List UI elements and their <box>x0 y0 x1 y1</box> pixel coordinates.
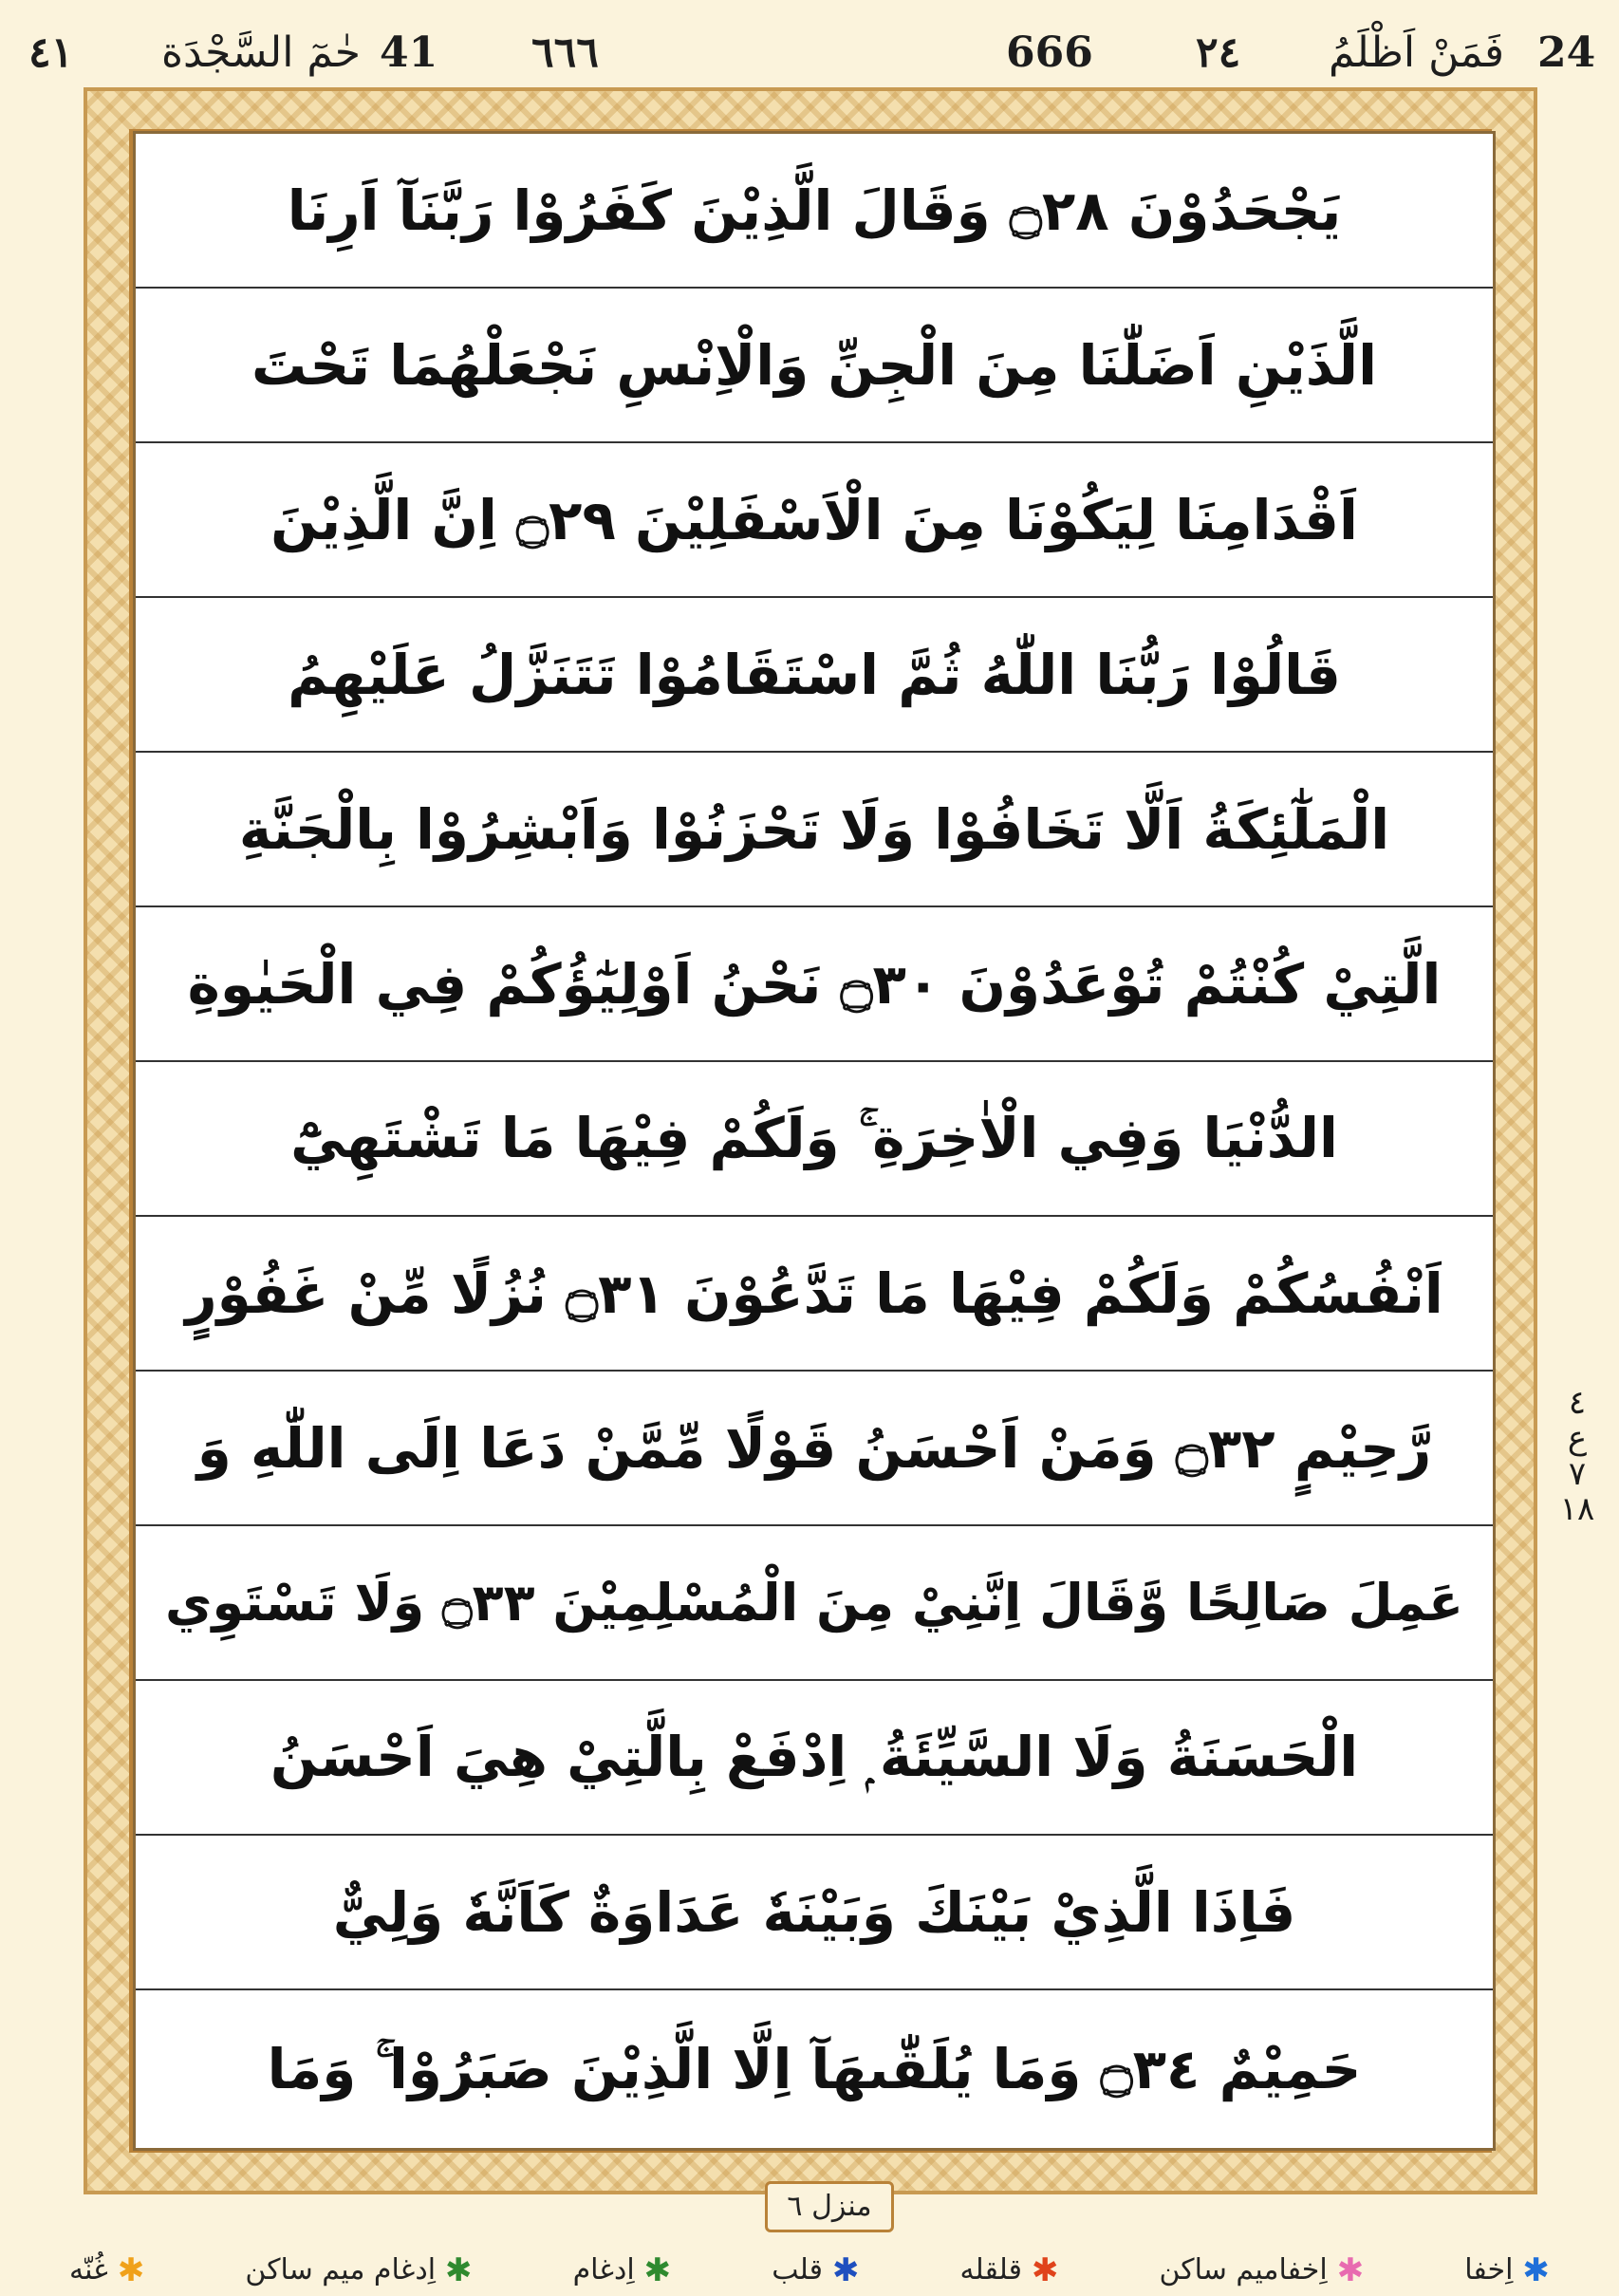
line-text: اَنْفُسُكُمْ وَلَكُمْ فِيْهَا مَا تَدَّعُوْنَ ۝٣١ نُزُلًا مِّنْ غَفُوْرٍ <box>185 1260 1443 1326</box>
legend-label: اِدغام <box>572 2253 635 2287</box>
star-icon: ✱ <box>1336 2250 1365 2289</box>
page-number: 666 <box>1006 28 1093 77</box>
line-text: فَاِذَا الَّذِيْ بَيْنَكَ وَبَيْنَهٗ عَدَاوَةٌ كَاَنَّهٗ وَلِيٌّ <box>332 1879 1296 1945</box>
page-header <box>0 0 1619 91</box>
text-line <box>136 1836 1493 1990</box>
text-line <box>136 289 1493 443</box>
legend-item-ikhfa-meem <box>1159 2250 1365 2289</box>
ruku-middle-number: ٧ <box>1568 1454 1587 1493</box>
legend-label: اِخفا <box>1464 2253 1514 2287</box>
legend-item-ikhfa <box>1464 2250 1550 2289</box>
juz-number-arabic: ٢٤ <box>1196 28 1241 77</box>
text-line <box>136 1526 1493 1681</box>
line-text: الَّذَيْنِ اَضَلّٰنَا مِنَ الْجِنِّ وَالْاِنْسِ نَجْعَلْهُمَا تَحْتَ <box>251 332 1377 398</box>
text-line <box>136 1062 1493 1217</box>
juz-name: فَمَنْ اَظْلَمُ <box>1329 28 1505 77</box>
legend-label: غُنّه <box>69 2253 108 2287</box>
surah-number: 41 <box>380 28 438 77</box>
ruku-bottom-number: ١٨ <box>1559 1490 1595 1529</box>
page-number-arabic: ٦٦٦ <box>531 28 599 77</box>
legend-item-idgham-meem <box>245 2250 473 2289</box>
star-icon: ✱ <box>1522 2250 1550 2289</box>
line-text: يَجْحَدُوْنَ ۝٢٨ وَقَالَ الَّذِيْنَ كَفَرُوْا رَبَّنَآ اَرِنَا <box>287 177 1342 243</box>
legend-label: قلب <box>772 2253 823 2287</box>
ruku-marker <box>1553 1386 1602 1528</box>
manzil-label: منزل ٦ <box>765 2181 894 2232</box>
legend-item-ghunna <box>69 2250 145 2289</box>
line-text: حَمِيْمٌ ۝٣٤ وَمَا يُلَقّٰىهَآ اِلَّا الَّذِيْنَ صَبَرُوْا ۚ وَمَا <box>267 2036 1362 2101</box>
legend-item-qalqala <box>959 2250 1059 2289</box>
text-line <box>136 1372 1493 1526</box>
line-text: الَّتِيْ كُنْتُمْ تُوْعَدُوْنَ ۝٣٠ نَحْنُ اَوْلِيٰٓؤُكُمْ فِي الْحَيٰوةِ <box>187 951 1442 1017</box>
tajweed-legend <box>0 2244 1619 2296</box>
ruku-top-number: ٤ <box>1568 1384 1587 1422</box>
surah-number-arabic: ٤١ <box>28 28 74 77</box>
ruku-symbol: ع <box>1567 1419 1588 1458</box>
quran-text-panel <box>133 131 1496 2151</box>
text-line <box>136 1217 1493 1372</box>
text-line <box>136 443 1493 598</box>
line-text: الْمَلٰٓئِكَةُ اَلَّا تَخَافُوْا وَلَا تَحْزَنُوْا وَاَبْشِرُوْا بِالْجَنَّةِ <box>238 796 1390 862</box>
text-line <box>136 907 1493 1062</box>
legend-label: قلقله <box>959 2253 1022 2287</box>
line-text: عَمِلَ صَالِحًا وَّقَالَ اِنَّنِيْ مِنَ الْمُسْلِمِيْنَ ۝٣٣ وَلَا تَسْتَوِي <box>165 1573 1463 1633</box>
star-icon: ✱ <box>445 2250 473 2289</box>
juz-number: 24 <box>1537 28 1596 77</box>
text-line <box>136 1681 1493 1836</box>
star-icon: ✱ <box>831 2250 860 2289</box>
text-line <box>136 598 1493 753</box>
legend-label: اِخفامیم ساکن <box>1159 2253 1328 2287</box>
surah-name: حٰمٓ السَّجْدَة <box>161 28 361 77</box>
line-text: قَالُوْا رَبُّنَا اللّٰهُ ثُمَّ اسْتَقَامُوْا تَتَنَزَّلُ عَلَيْهِمُ <box>288 642 1341 707</box>
line-text: اَقْدَامِنَا لِيَكُوْنَا مِنَ الْاَسْفَلِيْنَ ۝٢٩ اِنَّ الَّذِيْنَ <box>270 487 1358 552</box>
line-text: الْحَسَنَةُ وَلَا السَّيِّئَةُ ۭ اِدْفَعْ بِالَّتِيْ هِيَ اَحْسَنُ <box>270 1725 1359 1789</box>
star-icon: ✱ <box>643 2250 672 2289</box>
line-text: رَّحِيْمٍ ۝٣٢ وَمَنْ اَحْسَنُ قَوْلًا مِّمَّنْ دَعَا اِلَى اللّٰهِ وَ <box>196 1415 1432 1481</box>
star-icon: ✱ <box>1031 2250 1059 2289</box>
star-icon: ✱ <box>117 2250 145 2289</box>
line-text: الدُّنْيَا وَفِي الْاٰخِرَةِ ۚ وَلَكُمْ فِيْهَا مَا تَشْتَهِيْٓ <box>290 1106 1338 1170</box>
text-line <box>136 753 1493 907</box>
text-line <box>136 134 1493 289</box>
text-line <box>136 1990 1493 2148</box>
legend-item-qalb <box>772 2250 860 2289</box>
legend-label: اِدغام میم ساکن <box>245 2253 437 2287</box>
legend-item-idgham <box>572 2250 672 2289</box>
